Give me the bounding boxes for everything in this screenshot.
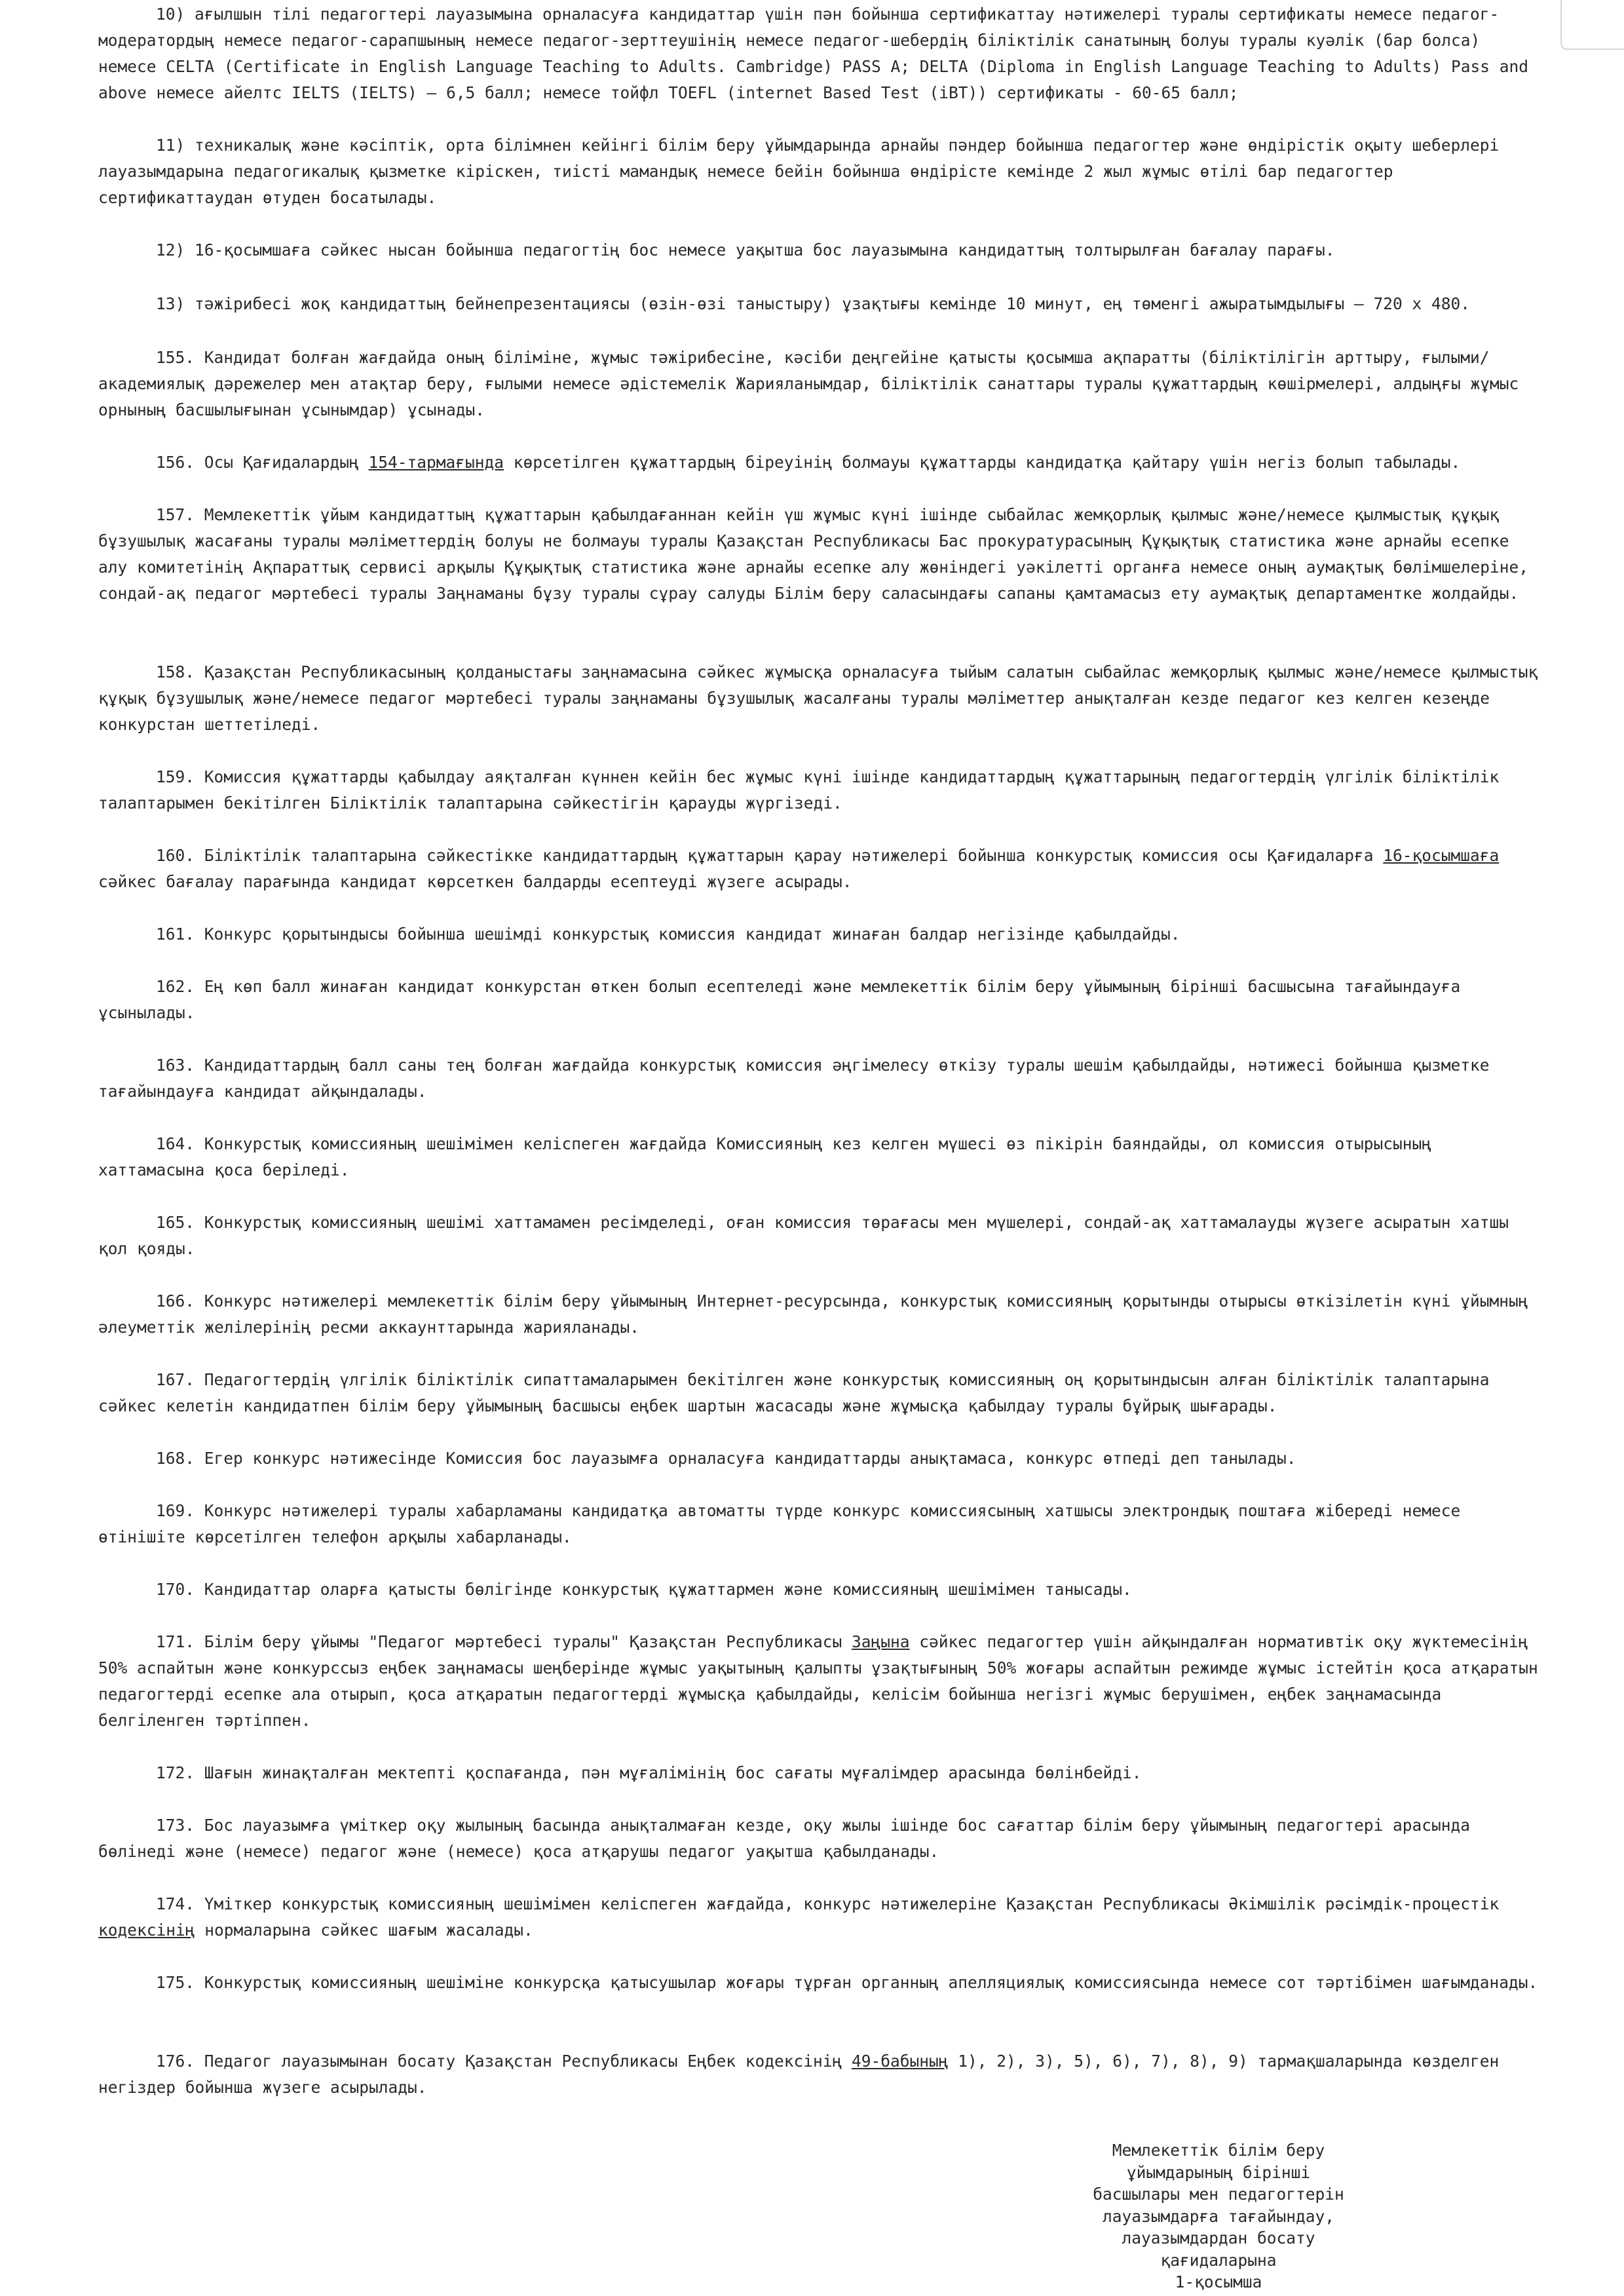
paragraph-160 [98,843,1539,895]
paragraph-167: 167. Педагогтердің үлгілік біліктілік сипаттамаларымен бекітілген және конкурстық комиссияның оң қорытындысын алған біліктілік талаптарына сәйкес келетін кандидатпен білім беру ұйымының басшысы еңбек шартын жасасады және жұмысқа қабылдау туралы бұйрық шығарады. [98,1370,1490,1415]
paragraph-171-pre: 171. Білім беру ұйымы "Педагог мәртебесі туралы" Қазақстан Республикасы [156,1632,852,1651]
paragraph-156-post: көрсетілген құжаттардың біреуінің болмауы құжаттарды кандидатқа қайтару үшін негіз болып табылады. [504,453,1461,472]
paragraph-11: 11) техникалық және кәсіптік, орта білімнен кейінгі білім беру ұйымдарында арнайы пәндер бойынша педагогтер және өндірістік оқыту шеберлері лауазымдарына педагогикалық қызметке кіріскен, тиісті мамандық немесе бейін бойынша өндірісте кемінде 2 жыл жұмыс өтілі бар педагогтер сертификаттаудан өтуден босатылады. [98,136,1500,207]
paragraph-172: 172. Шағын жинақталған мектепті қоспағанда, пән мұғалімінің бос сағаты мұғалімдер арасында бөлінбейді. [156,1763,1142,1782]
page-corner-tab [1560,0,1624,50]
paragraph-13: 13) тәжірибесі жоқ кандидаттың бейнепрезентациясы (өзін-өзі таныстыру) ұзақтығы кемінде 10 минут, ең төменгі ажыратымдылығы – 720 x 480. [156,294,1471,313]
paragraph-159: 159. Комиссия құжаттарды қабылдау аяқталған күннен кейін бес жұмыс күні ішінде кандидаттардың құжаттарының педагогтердің үлгілік біліктілік талаптарымен бекітілген Біліктілік талаптарына сәйкестігін қарауды жүргізеді. [98,767,1500,813]
paragraph-162: 162. Ең көп балл жинаған кандидат конкурстан өткен болып есептеледі және мемлекеттік білім беру ұйымының бірінші басшысына тағайындауға ұсынылады. [98,977,1461,1022]
paragraph-165: 165. Конкурстық комиссияның шешімі хаттамамен ресімделеді, оған комиссия төрағасы мен мүшелері, сондай-ақ хаттамалауды жүзеге асыратын хатшы қол қояды. [98,1213,1509,1258]
appendix-line: қағидаларына [1160,2250,1277,2270]
paragraph-174-pre: 174. Үміткер конкурстық комиссияның шешімімен келіспеген жағдайда, конкурс нәтижелеріне Қазақстан Республикасы Әкімшілік рәсімдік-процестік [156,1894,1500,1913]
paragraph-170: 170. Кандидаттар оларға қатысты бөлігінде конкурстық құжаттармен және комиссияның шешімімен танысады. [156,1580,1132,1599]
appendix-line: Мемлекеттік білім беру [1112,2141,1325,2160]
code-link[interactable]: кодексінің [98,1921,195,1940]
paragraph-171-post: сәйкес педагогтер үшін айқындалған нормативтік оқу жүктемесінің 50% аспайтын және конкурссыз еңбек заңнамасы шеңберінде жұмыс уақытының қалыпты ұзақтығының 50% жоғары аспайтын режимде жұмыс істейтін қоса атқаратын педагогтерді есепке ала отырып, қоса атқаратын педагогтерді жұмысқа қабылдайды, келісім бойынша негізгі жұмыс берушімен, еңбек заңнамасында белгіленген тәртіппен. [98,1632,1538,1730]
appendix-line: лауазымдарға тағайындау, [1102,2206,1334,2226]
paragraph-174-post: нормаларына сәйкес шағым жасалады. [195,1921,533,1940]
paragraph-166: 166. Конкурс нәтижелері мемлекеттік білім беру ұйымының Интернет-ресурсында, конкурстық комиссияның қорытынды отырысы өткізілетін күні ұйымның әлеуметтік желілерінің ресми аккаунттарында жарияланады. [98,1292,1528,1337]
paragraph-160-post: сәйкес бағалау парағында кандидат көрсеткен балдарды есептеуді жүзеге асырады. [98,872,852,891]
appendix-line: ұйымдарының бірінші [1126,2162,1311,2182]
paragraph-175: 175. Конкурстық комиссияның шешіміне конкурсқа қатысушылар жоғары тұрған органның апелляциялық комиссиясында немесе сот тәртібімен шағымданады. [156,1973,1538,1992]
paragraph-158: 158. Қазақстан Республикасының қолданыстағы заңнамасына сәйкес жұмысқа орналасуға тыйым салатын сыбайлас жемқорлық қылмыс және/немесе қылмыстық құқық бұзушылық және/немесе педагог мәртебесі туралы заңнаманы бұзушылық жасалғаны туралы мәліметтер анықталған кезде педагог кез келген кезеңде конкурстан шеттетіледі. [98,662,1538,734]
paragraph-156 [98,450,1539,476]
appendix-16-link[interactable]: 16-қосымшаға [1383,846,1500,865]
law-link[interactable]: Заңына [852,1632,910,1651]
appendix-line: басшылары мен педагогтерін [1093,2185,1344,2204]
paragraph-155: 155. Кандидат болған жағдайда оның біліміне, жұмыс тәжірибесіне, кәсіби деңгейіне қатысты қосымша ақпаратты (біліктілігін арттыру, ғылыми/академиялық дәрежелер мен атақтар беру, ғылыми немесе әдістемелік Жарияланымдар, біліктілік санаттары туралы құжаттардың көшірмелері, алдыңғы жұмыс орнының басшылығынан ұсынымдар) ұсынады. [98,348,1519,419]
paragraph-164: 164. Конкурстық комиссияның шешімімен келіспеген жағдайда Комиссияның кез келген мүшесі өз пікірін баяндайды, ол комиссия отырысының хаттамасына қоса беріледі. [98,1134,1432,1179]
appendix-number: 1-қосымша [1175,2272,1262,2291]
paragraph-161: 161. Конкурс қорытындысы бойынша шешімді конкурстық комиссия кандидат жинаған балдар негізінде қабылдайды. [156,925,1180,944]
paragraph-156-pre: 156. Осы Қағидалардың [156,453,369,472]
appendix-note [1087,2139,1350,2293]
paragraph-176 [98,2048,1539,2101]
paragraph-176-post: 1), 2), 3), 5), 6), 7), 8), 9) тармақшаларында көзделген негіздер бойынша жүзеге асырылады. [98,2052,1500,2097]
paragraph-176-pre: 176. Педагог лауазымынан босату Қазақстан Республикасы Еңбек кодексінің [156,2052,852,2071]
paragraph-157: 157. Мемлекеттік ұйым кандидаттың құжаттарын қабылдағаннан кейін үш жұмыс күні ішінде сыбайлас жемқорлық қылмыс және/немесе қылмыстық құқық бұзушылық жасағаны туралы мәліметтердің болуы не болмауы туралы Қазақстан Республикасы Бас прокуратурасының Құқықтық статистика және арнайы есепке алу комитетінің Ақпараттық сервисі арқылы Құқықтық статистика және арнайы есепке алу жөніндегі уәкілетті органға немесе оның аумақтық бөлімшелеріне, сондай-ақ педагог мәртебесі туралы Заңнаманы бұзу туралы сұрау салуды Білім беру саласындағы сапаны қамтамасыз ету аумақтық департаментке жолдайды. [98,505,1529,603]
paragraph-169: 169. Конкурс нәтижелері туралы хабарламаны кандидатқа автоматты түрде конкурс комиссиясының хатшысы электрондық поштаға жібереді немесе өтінішіте көрсетілген телефон арқылы хабарланады. [98,1501,1461,1546]
paragraph-171 [98,1629,1539,1734]
paragraph-168: 168. Егер конкурс нәтижесінде Комиссия бос лауазымға орналасуға кандидаттарды анықтамаса, конкурс өтпеді деп танылады. [156,1449,1296,1468]
paragraph-163: 163. Кандидаттардың балл саны тең болған жағдайда конкурстық комиссия әңгімелесу өткізу туралы шешім қабылдайды, нәтижесі бойынша қызметке тағайындауға кандидат айқындалады. [98,1056,1490,1101]
article-49-link[interactable]: 49-бабының [852,2052,949,2071]
paragraph-173: 173. Бос лауазымға үміткер оқу жылының басында анықталмаған кезде, оқу жылы ішінде бос сағаттар білім беру ұйымының педагогтері арасында бөлінеді және (немесе) педагог және (немесе) қоса атқарушы педагог уақытша қабылданады. [98,1816,1471,1861]
paragraph-10: 10) ағылшын тілі педагогтері лауазымына орналасуға кандидаттар үшін пән бойынша сертификаттау нәтижелері туралы сертификаты немесе педагог-модератордың немесе педагог-сарапшының немесе педагог-зерттеушінің немесе педагог-шебердің біліктілік санатының болуы туралы куәлік (бар болса) немесе CELTA (Certificate in English Language Teaching to Adults. Cambridge) PASS A; DELTA (Diploma in English Language Teaching to Adults) Pass and above немесе айелтс IELTS (IELTS) – 6,5 балл; немесе тойфл TOEFL (internet Based Test (iBT)) сертификаты - 60-65 балл; [98,5,1529,102]
appendix-line: лауазымдардан босату [1122,2229,1315,2248]
paragraph-160-pre: 160. Біліктілік талаптарына сәйкестікке кандидаттардың құжаттарын қарау нәтижелері бойынша конкурстық комиссия осы Қағидаларға [156,846,1384,865]
paragraph-12: 12) 16-қосымшаға сәйкес нысан бойынша педагогтің бос немесе уақытша бос лауазымына кандидаттың толтырылған бағалау парағы. [156,240,1335,259]
paragraph-174 [98,1891,1539,1943]
article-154-link[interactable]: 154-тармағында [368,453,504,472]
